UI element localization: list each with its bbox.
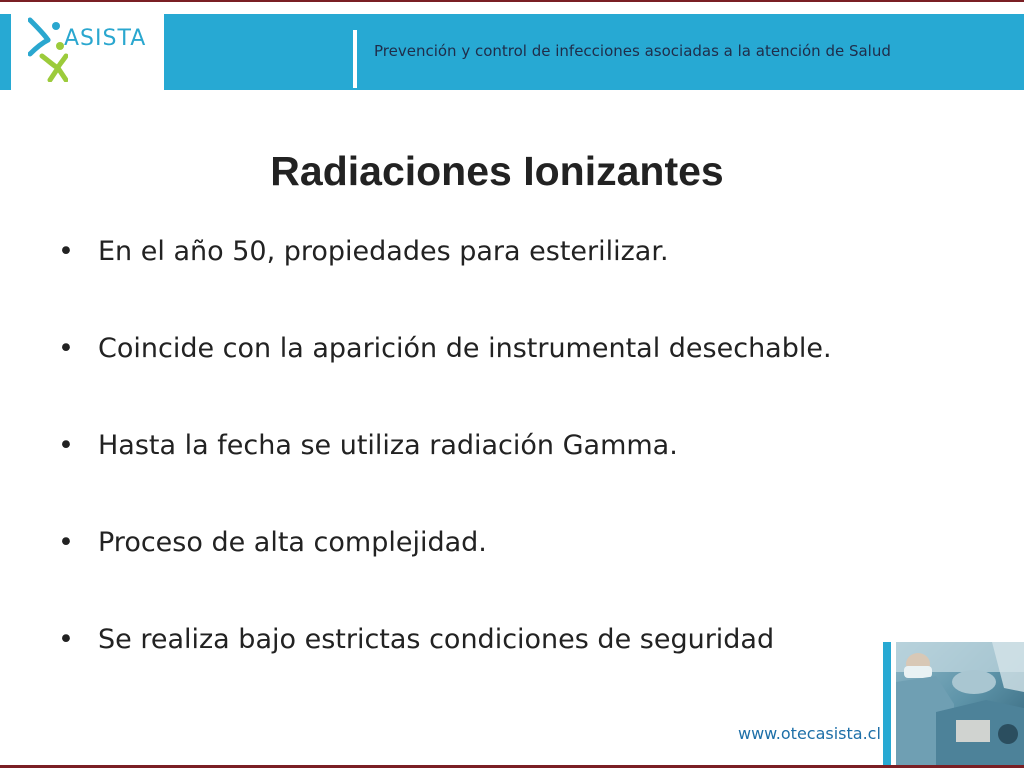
bullet-text: Proceso de alta complejidad. [98,527,487,558]
header-tagline: Prevención y control de infecciones asociadas a la atención de Salud [374,42,891,60]
bullet-text: Hasta la fecha se utiliza radiación Gamma. [98,430,678,461]
bullet-icon: • [58,333,74,364]
bullet-icon: • [58,624,74,655]
bullet-text: Coincide con la aparición de instrumental desechable. [98,333,832,364]
surgical-team-photo [896,642,1024,765]
logo-text: ASISTA [64,26,147,51]
bullet-icon: • [58,527,74,558]
header-divider [353,30,357,88]
website-link[interactable]: www.otecasista.cl [738,724,881,743]
left-accent-bar [0,14,11,90]
asista-logo-icon [28,10,68,82]
surgical-photo-icon [896,642,1024,765]
slide-title: Radiaciones Ionizantes [270,148,724,194]
bullet-icon: • [58,430,74,461]
bullet-text: En el año 50, propiedades para esterilizar. [98,236,669,267]
logo [14,2,164,90]
bullet-text: Se realiza bajo estrictas condiciones de seguridad [98,624,775,655]
photo-accent-bar [883,642,891,765]
bullet-icon: • [58,236,74,267]
